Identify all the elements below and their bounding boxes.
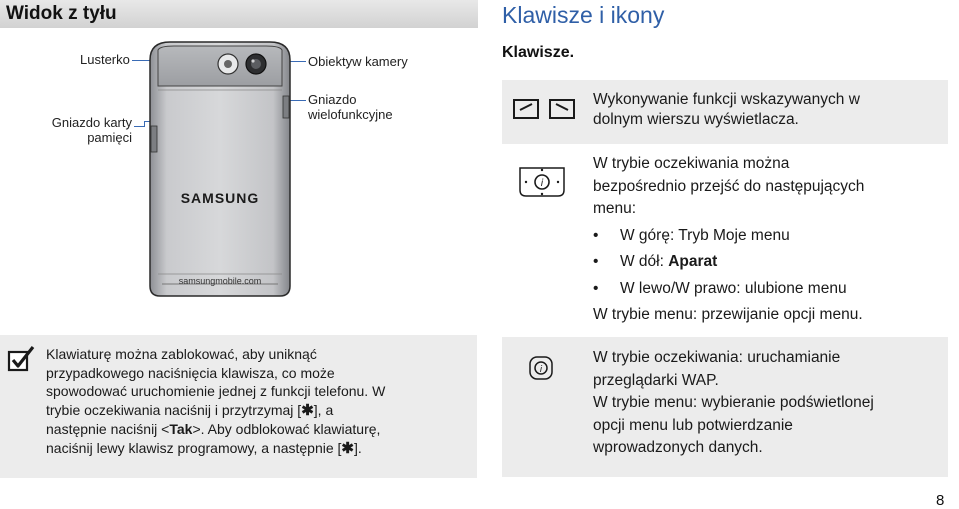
- row-soft-keys-text: [593, 90, 943, 130]
- note-line-6b: ].: [354, 439, 362, 456]
- label-card-slot: [48, 115, 132, 145]
- bullet-up: [593, 225, 943, 248]
- phone-brand-logo: SAMSUNG: [180, 190, 260, 206]
- row3-line4: opcji menu lub potwierdzanie: [593, 416, 793, 434]
- page-number: 8: [936, 492, 945, 509]
- bullet-leftright-text: W lewo/W prawo: ulubione menu: [620, 279, 847, 297]
- page-heading: Klawisze i ikony: [502, 2, 665, 28]
- navigation-key-icon: [516, 162, 568, 207]
- svg-text:i: i: [540, 178, 544, 189]
- phone-back-svg: [140, 38, 300, 300]
- label-card-slot-line1: Gniazdo karty: [51, 115, 132, 130]
- note-line-6: [46, 439, 464, 459]
- note-line-4a: trybie oczekiwania naciśnij i przytrzymaj [: [46, 401, 302, 418]
- label-camera-lens: Obiektyw kamery: [308, 54, 408, 69]
- note-line-5c: >. Aby odblokować klawiaturę,: [192, 421, 381, 437]
- note-line-2: przypadkowego naciśnięcia klawisza, co może: [46, 364, 335, 381]
- bullet-down: [593, 251, 943, 274]
- label-multi-slot-line2: wielofunkcyjne: [308, 107, 393, 122]
- bullet-down-bold: Aparat: [668, 253, 718, 270]
- row2-intro-1: W trybie oczekiwania można: [593, 155, 790, 172]
- phone-back-illustration: [140, 38, 300, 300]
- note-line-6a: naciśnij lewy klawisz programowy, a następnie [: [46, 439, 342, 456]
- row2-outro: W trybie menu: przewijanie opcji menu.: [593, 306, 863, 323]
- note-line-5a: następnie naciśnij <: [46, 421, 170, 437]
- note-line-3: spowodować uruchomienie jednej z funkcji telefonu. W: [46, 383, 386, 399]
- note-tak-label: Tak: [169, 421, 193, 437]
- star-key-icon: ✱: [341, 439, 354, 457]
- section-title-bar: [0, 0, 478, 28]
- row3-line3: W trybie menu: wybieranie podświetlonej: [593, 394, 874, 411]
- star-key-icon: ✱: [301, 401, 314, 419]
- label-mirror: Lusterko: [80, 52, 130, 67]
- row2-bullet-list: [593, 225, 943, 301]
- row3-line5: wprowadzonych danych.: [593, 439, 763, 456]
- row-navigation-text: [593, 153, 943, 327]
- row2-intro-2: bezpośrednio przejść do następujących: [593, 177, 865, 195]
- row1-line1: Wykonywanie funkcji wskazywanych w: [593, 91, 860, 108]
- note-text: [46, 345, 464, 458]
- phone-website-text: samsungmobile.com: [178, 276, 262, 286]
- note-line-4b: ], a: [313, 401, 334, 418]
- note-line-4: [46, 401, 464, 421]
- bullet-down-prefix: W dół:: [620, 253, 669, 270]
- note-line-5: [46, 420, 464, 439]
- row1-line2: dolnym wierszu wyświetlacza.: [593, 111, 799, 128]
- label-card-slot-line2: pamięci: [87, 130, 132, 145]
- soft-keys-icon: [512, 96, 576, 127]
- row3-line1: W trybie oczekiwania: uruchamianie: [593, 349, 841, 366]
- keys-subheading: Klawisze.: [502, 44, 575, 61]
- bullet-leftright: [593, 278, 943, 301]
- section-title: Widok z tyłu: [6, 3, 117, 24]
- confirm-key-icon: [528, 355, 554, 386]
- checkmark-icon: [7, 344, 35, 377]
- row2-intro-3: menu:: [593, 200, 637, 217]
- bullet-up-text: W górę: Tryb Moje menu: [620, 226, 790, 244]
- row3-line2: przeglądarki WAP.: [593, 371, 719, 389]
- label-multi-slot: [308, 92, 393, 122]
- row-confirm-key-text: [593, 347, 943, 460]
- svg-text:i: i: [539, 365, 543, 375]
- note-line-1: Klawiaturę można zablokować, aby uniknąć: [46, 346, 317, 362]
- label-multi-slot-line1: Gniazdo: [308, 92, 357, 107]
